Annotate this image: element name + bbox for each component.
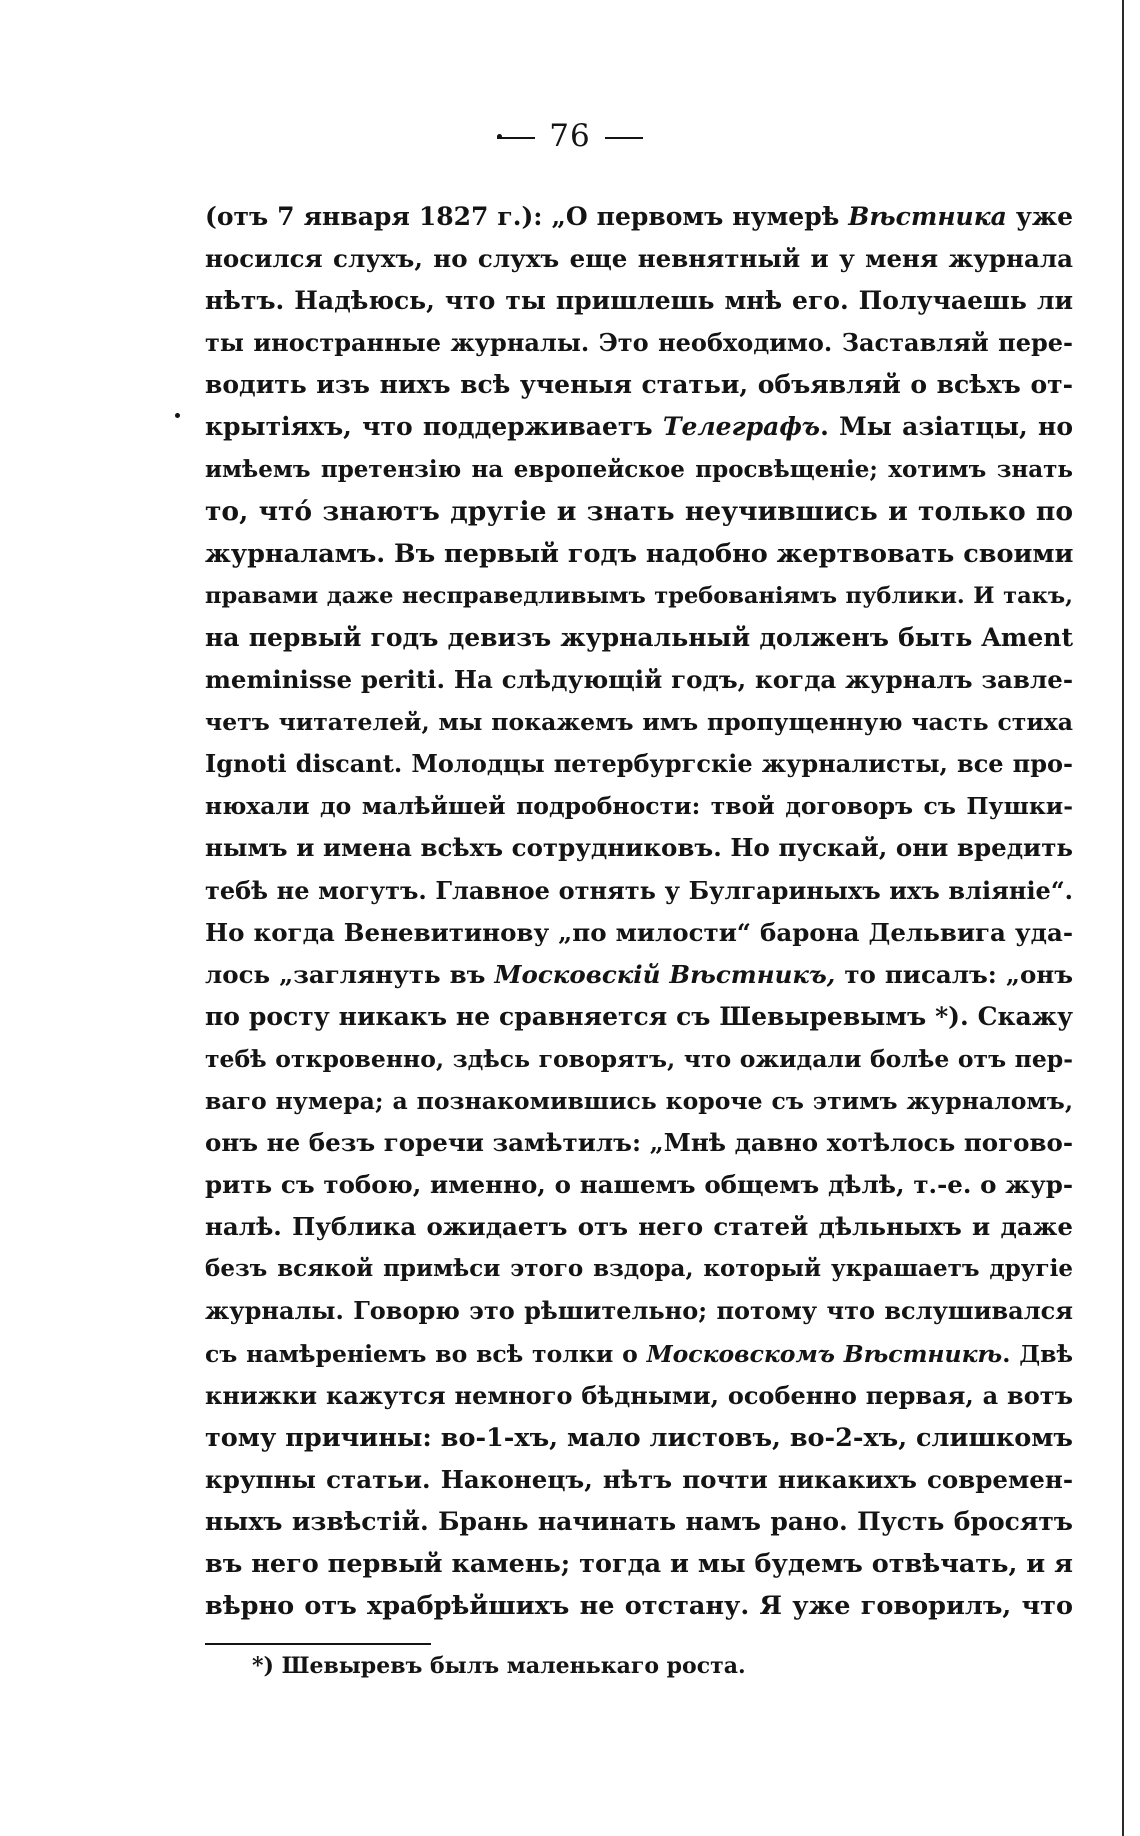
text-line: [205, 491, 1073, 533]
line-text: тому причины: во-1-хъ, мало листовъ, во-2-хъ, слишкомъ: [205, 1422, 1073, 1453]
text-line: [205, 364, 1073, 406]
line-text: meminisse periti. На слѣдующій годъ, когда журналъ завле-: [205, 665, 1073, 695]
line-text: журналы. Говорю это рѣшительно; потому что вслушивался: [205, 1296, 1073, 1326]
text-line: [205, 1164, 1073, 1206]
line-text: . Двѣ: [1002, 1339, 1073, 1368]
text-line: [205, 1248, 1073, 1290]
line-text: нѣтъ. Надѣюсь, что ты пришлешь мнѣ его. Получаешь ли: [205, 286, 1073, 316]
line-text: правами даже несправедливымъ требованіямъ публики. И такъ,: [205, 582, 1073, 609]
page-number-header: [0, 118, 1140, 154]
text-line: [205, 196, 1073, 238]
text-line: [205, 1206, 1073, 1248]
body-text: [205, 196, 1073, 1627]
text-line: [205, 1417, 1073, 1459]
line-text: уже: [1006, 202, 1073, 231]
page-number: 76: [549, 118, 591, 154]
line-text: съ намѣреніемъ во всѣ толки о: [205, 1339, 647, 1368]
text-line: [205, 996, 1073, 1038]
text-line: [205, 1080, 1073, 1122]
text-line: [205, 954, 1073, 996]
line-text: ты иностранные журналы. Это необходимо. Заставляй пере-: [205, 328, 1073, 358]
text-line: [205, 912, 1073, 954]
italic-title-text: Московскомъ Вѣстникѣ: [646, 1339, 1003, 1368]
line-text: носился слухъ, но слухъ еще невнятный и у меня журнала: [205, 244, 1073, 274]
line-text: четъ читателей, мы покажемъ имъ пропущенную часть стиха: [205, 708, 1073, 737]
text-line: [205, 785, 1073, 827]
text-line: [205, 1333, 1073, 1375]
line-text: крытіяхъ, что поддерживаетъ: [205, 412, 663, 442]
line-text: водить изъ нихъ всѣ ученыя статьи, объявляй о всѣхъ от-: [205, 370, 1073, 400]
text-line: [205, 533, 1073, 575]
line-text: журналамъ. Въ первый годъ надобно жертвовать своими: [205, 538, 1073, 569]
line-text: въ него первый камень; тогда и мы будемъ отвѣчать, и я: [205, 1549, 1073, 1579]
line-text: ваго нумера; а познакомившись короче съ этимъ журналомъ,: [205, 1086, 1073, 1115]
line-text: Но когда Веневитинову „по милости“ барона Дельвига уда-: [205, 917, 1073, 947]
text-line: [205, 280, 1073, 322]
page-edge-line: [1122, 0, 1124, 1836]
italic-title-text: Вѣстника: [848, 202, 1007, 231]
left-dash: [497, 137, 535, 139]
line-text: ныхъ извѣстій. Брань начинать намъ рано. Пусть бросятъ: [205, 1506, 1073, 1536]
text-line: [205, 1375, 1073, 1417]
right-dash: [605, 137, 643, 139]
line-text: тебѣ не могутъ. Главное отнять у Булгариныхъ ихъ вліяніе“.: [205, 875, 1073, 905]
print-speck: [175, 413, 180, 418]
line-text: имѣемъ претензію на европейское просвѣщеніе; хотимъ знать: [205, 455, 1073, 483]
line-text: на первый годъ девизъ журнальный долженъ быть Ament: [205, 622, 1073, 652]
text-line: [205, 1585, 1073, 1627]
print-speck: [497, 134, 502, 139]
text-line: [205, 1459, 1073, 1501]
line-text: лось „заглянуть въ: [205, 959, 495, 989]
line-text: налѣ. Публика ожидаетъ отъ него статей дѣльныхъ и даже: [205, 1212, 1073, 1242]
text-line: [205, 575, 1073, 617]
text-line: [205, 827, 1073, 869]
line-text: Ignoti discant. Молодцы петербургскіе журналисты, все про-: [205, 749, 1073, 779]
line-text: то, чтó знаютъ другіе и знать неучившись и только по: [205, 495, 1073, 527]
text-line: [205, 1038, 1073, 1080]
footnote: *) Шевыревъ былъ маленькаго роста.: [252, 1653, 746, 1679]
line-text: тебѣ откровенно, здѣсь говорятъ, что ожидали болѣе отъ пер-: [205, 1044, 1073, 1073]
text-line: [205, 406, 1073, 448]
text-line: [205, 617, 1073, 659]
line-text: онъ не безъ горечи замѣтилъ: „Мнѣ давно хотѣлось погово-: [205, 1128, 1073, 1158]
line-text: безъ всякой примѣси этого вздора, который украшаетъ другіе: [205, 1255, 1073, 1283]
italic-title-text: Телеграфъ: [662, 412, 821, 442]
line-text: . Мы азіатцы, но: [820, 412, 1073, 442]
text-line: [205, 322, 1073, 364]
text-line: [205, 701, 1073, 743]
line-text: крупны статьи. Наконецъ, нѣтъ почти никакихъ современ-: [205, 1464, 1073, 1494]
line-text: по росту никакъ не сравняется съ Шевыревымъ *). Скажу: [205, 1001, 1073, 1031]
text-line: [205, 449, 1073, 491]
line-text: нюхали до малѣйшей подробности: твой договоръ съ Пушки-: [205, 792, 1073, 821]
text-line: [205, 238, 1073, 280]
text-line: [205, 1543, 1073, 1585]
text-line: [205, 659, 1073, 701]
text-line: [205, 1290, 1073, 1332]
text-line: [205, 1122, 1073, 1164]
footnote-rule: [205, 1643, 431, 1645]
line-text: вѣрно отъ храбрѣйшихъ не отстану. Я уже говорилъ, что: [205, 1591, 1073, 1622]
line-text: то писалъ: „онъ: [835, 959, 1073, 989]
italic-title-text: Московскій Вѣстникъ,: [494, 959, 836, 989]
text-line: [205, 870, 1073, 912]
text-line: [205, 743, 1073, 785]
line-text: (отъ 7 января 1827 г.): „О первомъ нумерѣ: [205, 202, 849, 231]
line-text: рить съ тобою, именно, о нашемъ общемъ дѣлѣ, т.-е. о жур-: [205, 1170, 1073, 1200]
line-text: книжки кажутся немного бѣдными, особенно первая, а вотъ: [205, 1380, 1073, 1410]
line-text: нымъ и имена всѣхъ сотрудниковъ. Но пускай, они вредить: [205, 833, 1073, 863]
text-line: [205, 1501, 1073, 1543]
